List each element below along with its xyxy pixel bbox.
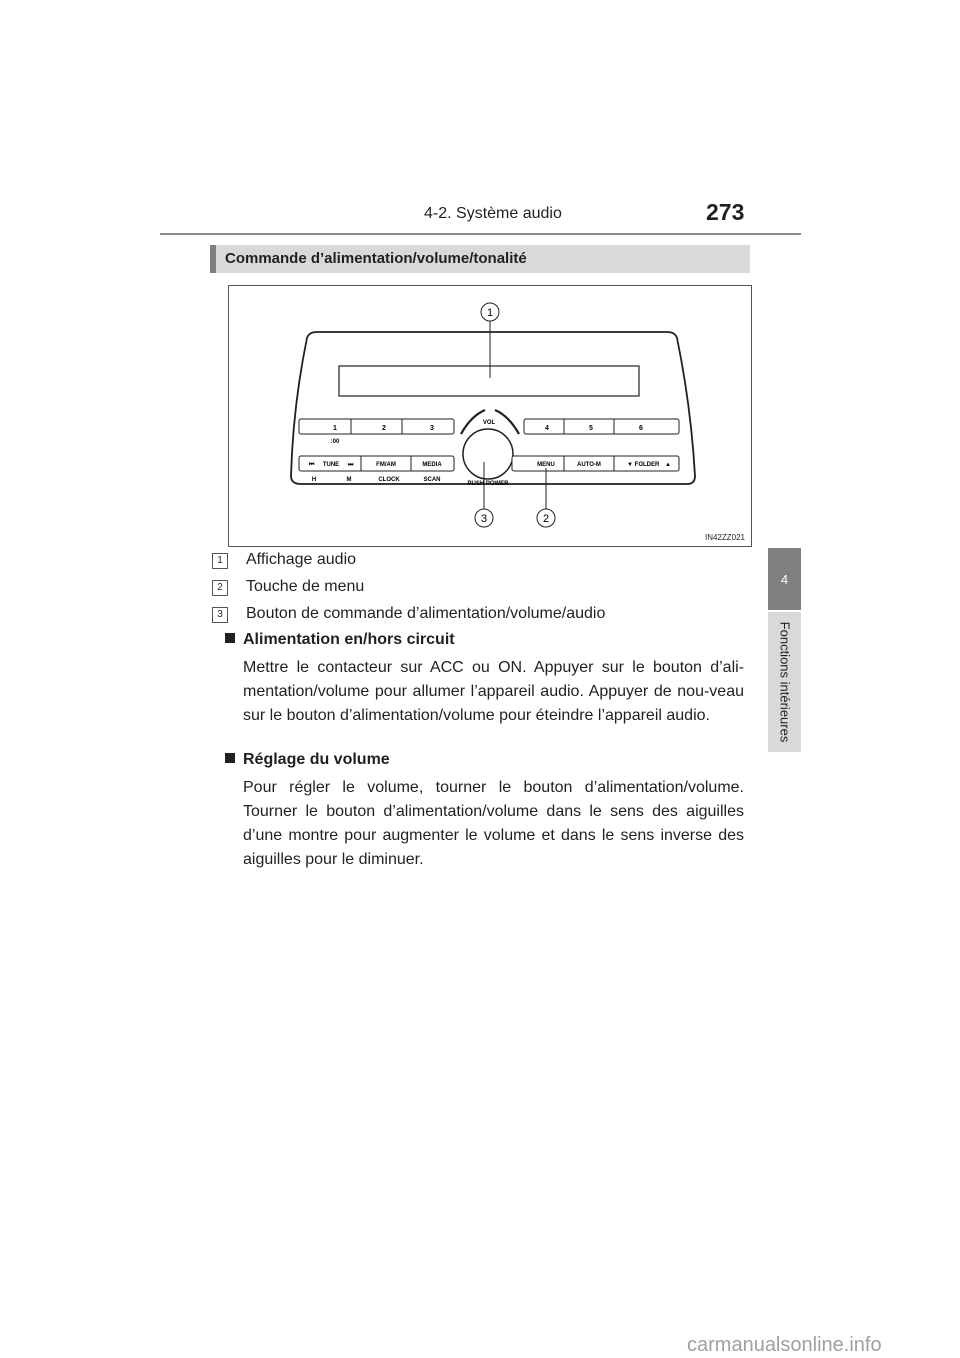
chapter-tab-label — [768, 612, 801, 752]
minute-zero-label: :00 — [330, 439, 340, 445]
square-bullet-icon — [225, 633, 235, 643]
paragraph-power: Mettre le contacteur sur ACC ou ON. Appuyer sur le bouton d’ali-mentation/volume pour allumer l’appareil audio. Appuyer de nou-veau sur le bouton d’alimentation/volume pour éteindre l’appareil audio. — [243, 659, 744, 724]
folder-up-icon: ▲ — [665, 462, 671, 468]
square-bullet-icon — [225, 753, 235, 763]
legend-text: Touche de menu — [246, 578, 365, 595]
subheading-volume — [225, 751, 390, 769]
subheading-power — [225, 631, 455, 649]
fm-am-label: FM/AM — [376, 462, 396, 468]
section-heading — [210, 245, 750, 273]
push-power-label: PUSH POWER — [467, 481, 509, 487]
legend-number: 1 — [212, 553, 228, 569]
chapter-tab-title: Fonctions intérieures — [777, 621, 792, 743]
menu-label: MENU — [537, 462, 555, 468]
preset-1-label: 1 — [333, 425, 337, 432]
hour-label: H — [311, 477, 317, 483]
legend-text: Affichage audio — [246, 551, 357, 568]
section-heading-text: Commande d’alimentation/volume/tonalité — [225, 250, 527, 267]
minute-label: M — [346, 477, 352, 483]
callout-1-number: 1 — [486, 307, 494, 319]
chapter-tab-number: 4 — [768, 548, 801, 610]
audio-display — [339, 366, 639, 396]
vol-label: VOL — [482, 420, 496, 426]
legend-item-knob — [212, 605, 605, 623]
preset-3-label: 3 — [430, 425, 434, 432]
seek-prev-icon: ⏮ — [309, 462, 315, 468]
legend-number: 2 — [212, 580, 228, 596]
audio-unit-illustration — [229, 286, 751, 546]
header-rule — [160, 233, 801, 235]
scan-label: SCAN — [423, 477, 441, 483]
preset-5-label: 5 — [589, 425, 593, 432]
callout-2-number: 2 — [542, 513, 550, 525]
seek-next-icon: ⏭ — [348, 462, 354, 468]
auto-m-label: AUTO-M — [577, 462, 601, 468]
legend-item-display — [212, 551, 356, 569]
subheading-text: Réglage du volume — [243, 751, 390, 768]
folder-label: FOLDER — [634, 462, 660, 468]
legend-text: Bouton de commande d’alimentation/volume/audio — [246, 605, 606, 622]
preset-2-label: 2 — [382, 425, 386, 432]
media-label: MEDIA — [422, 462, 442, 468]
site-watermark: carmanualsonline.info — [687, 1334, 882, 1356]
audio-unit-figure — [228, 285, 752, 547]
header-section-title: 4-2. Système audio — [424, 205, 562, 222]
legend-item-menu — [212, 578, 364, 596]
preset-4-label: 4 — [545, 425, 549, 432]
tune-label: TUNE — [322, 462, 340, 468]
power-volume-knob — [463, 429, 513, 479]
section-heading-bar — [210, 245, 216, 273]
subheading-text: Alimentation en/hors circuit — [243, 631, 455, 648]
folder-down-icon: ▼ — [627, 462, 633, 468]
legend-number: 3 — [212, 607, 228, 623]
page-number: 273 — [706, 199, 745, 225]
callout-3-number: 3 — [480, 513, 488, 525]
clock-label: CLOCK — [378, 477, 400, 483]
figure-code: IN42ZZ021 — [704, 533, 745, 542]
paragraph-volume: Pour régler le volume, tourner le bouton d’alimentation/volume. Tourner le bouton d’alimentation/volume dans le sens des aiguilles d’une montre pour augmenter le volume et dans le sens inverse des aiguilles pour le diminuer. — [243, 779, 744, 868]
preset-6-label: 6 — [639, 425, 643, 432]
